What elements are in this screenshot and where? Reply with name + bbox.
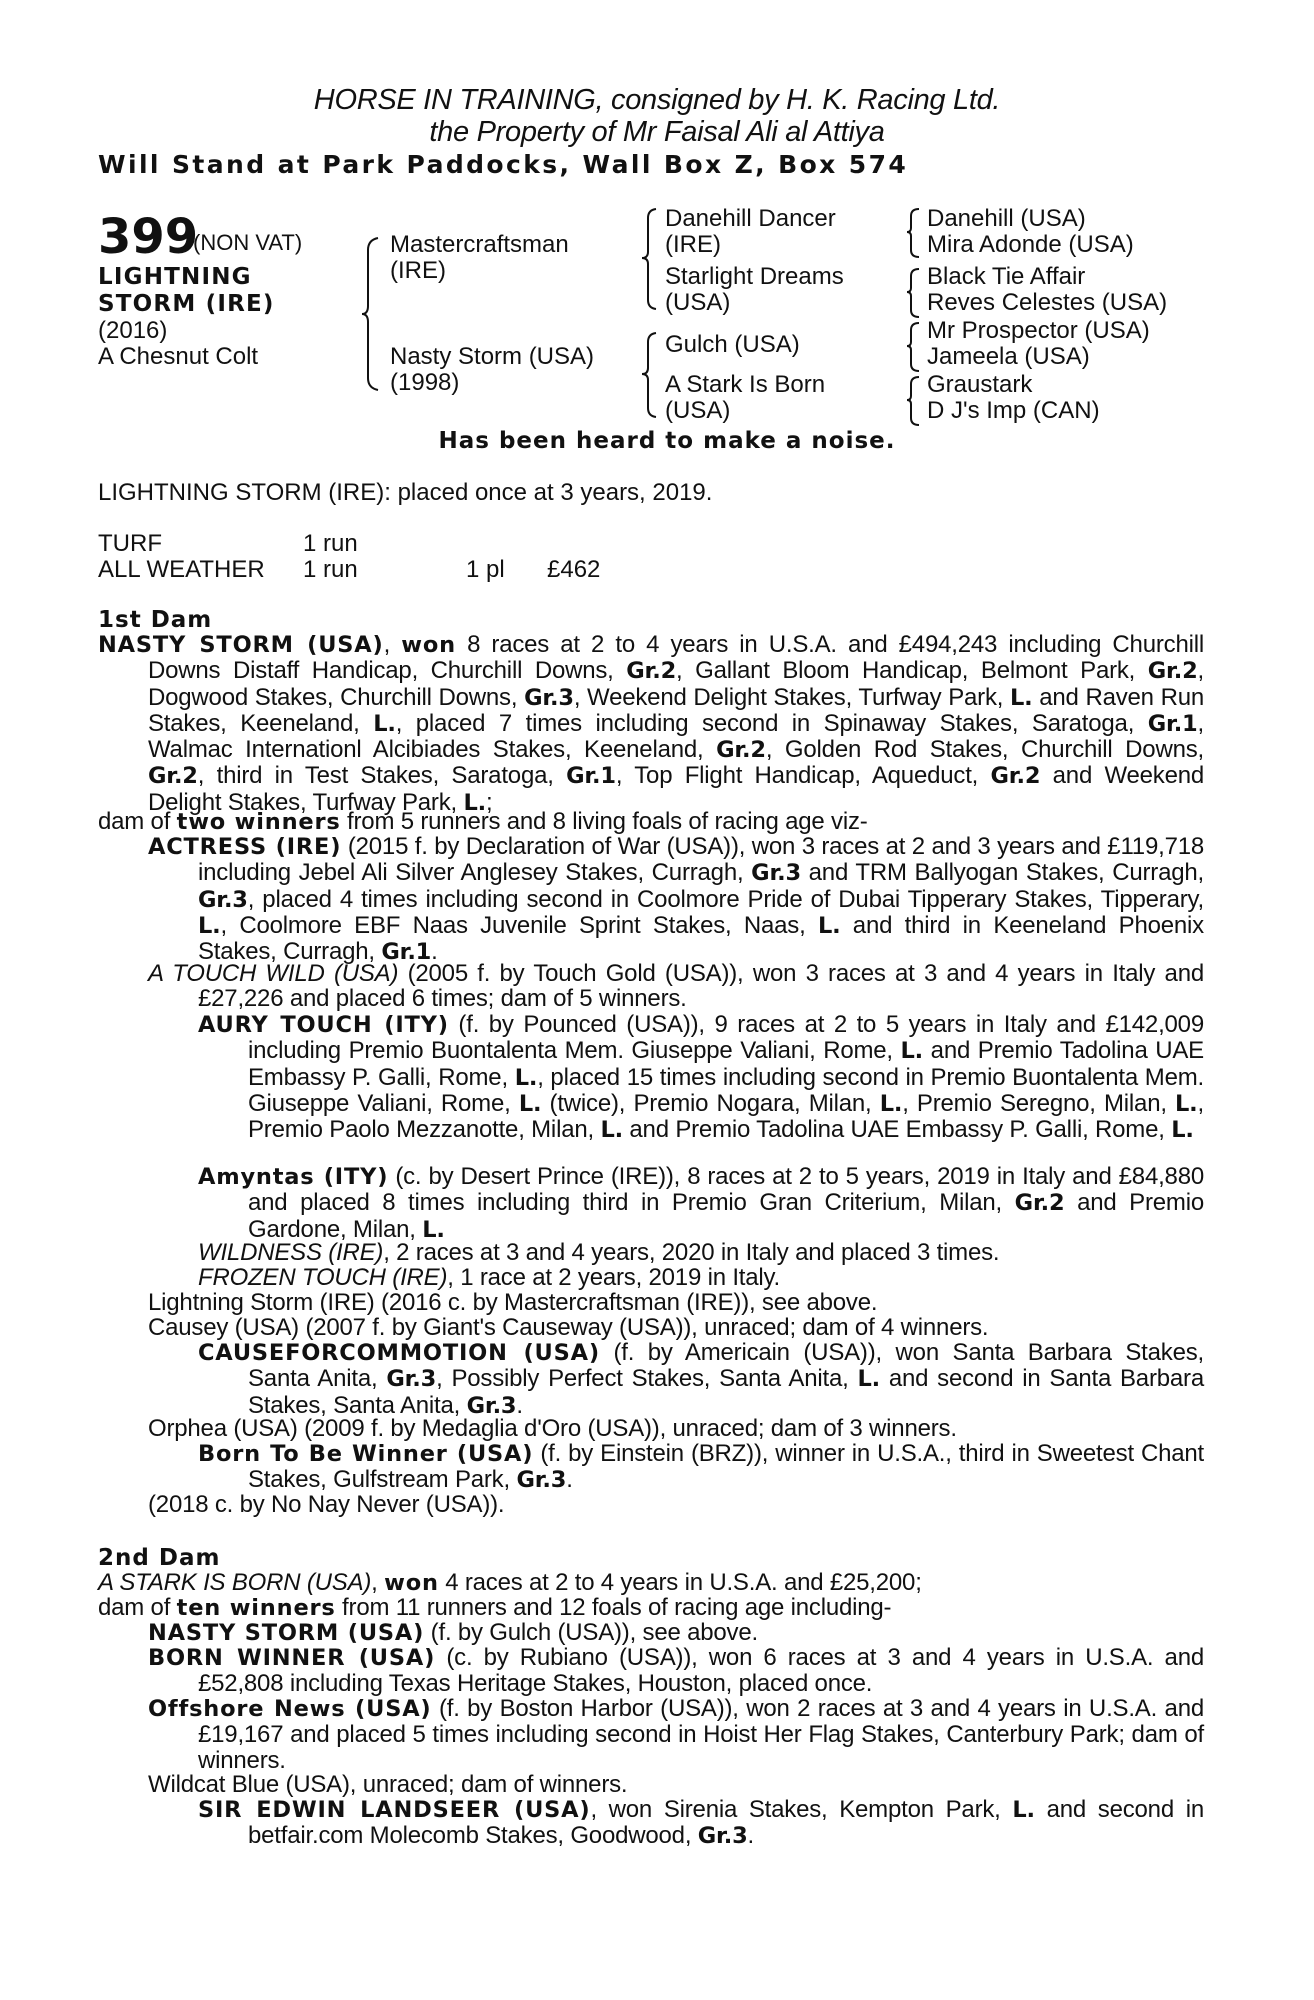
aury-t2: and Premio Tadolina UAE Embassy P. Galli, Rome, (248, 1037, 1204, 1091)
grade: Gr.1 (1147, 710, 1198, 737)
no-nay-never-line: (2018 c. by No Nay Never (USA)). (148, 1491, 505, 1518)
dam-of-post: from 5 runners and 8 living foals of racing age viz- (340, 808, 868, 835)
pedigree-sire-dam-name: Starlight Dreams (665, 263, 844, 290)
actress-t4: , Coolmore EBF Naas Juvenile Sprint Stakes, Naas, (220, 911, 818, 939)
nasty-t12: ; (485, 788, 493, 816)
born-t1: (f. by Einstein (BRZ)), winner in U.S.A., third in Sweetest Chant Stakes, Gulfstream Park, (248, 1440, 1204, 1494)
actress-t6: . (431, 938, 438, 966)
offshore-news-name: Offshore News (USA) (148, 1696, 432, 1722)
aury-t7: and Premio Tadolina UAE Embassy P. Galli, Rome, (622, 1116, 1172, 1144)
pedigree-brace-g3-2 (905, 266, 925, 320)
pedigree-dam (390, 344, 594, 396)
grade: Gr.2 (1147, 658, 1198, 685)
amyntas-text (198, 1164, 1204, 1243)
aury-touch-name: AURY TOUCH (ITY) (198, 1012, 449, 1038)
pedigree-sire-name: Mastercraftsman (390, 231, 569, 258)
aury-t6: , Premio Paolo Mezzanotte, Milan, (248, 1089, 1204, 1144)
grade: Gr.1 (381, 939, 432, 966)
header-stand: Will Stand at Park Paddocks, Wall Box Z, Box 574 (98, 150, 909, 179)
wildness-entry (198, 1240, 1204, 1265)
listed: L. (1171, 1117, 1194, 1144)
causeforcommotion-name: CAUSEFORCOMMOTION (USA) (198, 1340, 600, 1366)
actress-entry (148, 834, 1204, 965)
pedigree-g3-5: Mr Prospector (USA) (927, 317, 1150, 344)
listed: L. (514, 1064, 538, 1091)
grade: Gr.2 (626, 658, 677, 685)
nasty-t4: , Weekend Delight Stakes, Turfway Park, (573, 683, 1010, 711)
listed: L. (857, 1366, 880, 1393)
grade: Gr.3 (697, 1823, 748, 1850)
offshore-news-text (148, 1696, 1204, 1773)
nasty-t1: 8 races at 2 to 4 years in U.S.A. and £494,243 including Churchill Downs Distaff Handicap, Churchill Downs, (148, 631, 1204, 685)
frozen-name: FROZEN TOUCH (IRE) (198, 1264, 448, 1291)
second-nasty-t1: (f. by Gulch (USA)), see above. (424, 1619, 758, 1646)
aury-t5: , Premio Seregno, Milan, (902, 1089, 1176, 1117)
born-to-be-winner-entry (198, 1441, 1204, 1494)
listed: L. (1009, 684, 1033, 711)
wildness-name: WILDNESS (IRE) (198, 1239, 384, 1266)
sir-edwin-text (198, 1797, 1204, 1850)
sir-t1: , won Sirenia Stakes, Kempton Park, (590, 1796, 1013, 1823)
grade: Gr.2 (716, 737, 766, 764)
pedigree-dam-dam (665, 372, 825, 424)
horse-name-line2: STORM (IRE) (98, 291, 275, 317)
nasty-t10: , Top Flight Handicap, Aqueduct, (615, 762, 991, 790)
actress-text (148, 834, 1204, 965)
listed: L. (463, 789, 486, 816)
nasty-storm-won: won (401, 632, 456, 658)
nasty-t8: , Golden Rod Stakes, Churchill Downs, (765, 736, 1204, 764)
cause-t1: (f. by Americain (USA)), won Santa Barbara Stakes, Santa Anita, (248, 1339, 1204, 1393)
stark-is-born-name: A STARK IS BORN (USA) (98, 1569, 372, 1596)
aury-touch-text (198, 1012, 1204, 1143)
grade: Gr.3 (524, 684, 574, 711)
touch-t1: (2005 f. by Touch Gold (USA)), won 3 races at 3 and 4 years in Italy and £27,226 and placed 6 times; dam of 5 winners. (198, 960, 1204, 1013)
grade: Gr.3 (751, 860, 801, 887)
nasty-t9: , third in Test Stakes, Saratoga, (197, 762, 567, 790)
pedigree-dam-year: (1998) (390, 369, 460, 396)
record-aw-runs: 1 run (303, 556, 358, 583)
nasty-t2: , Gallant Bloom Handicap, Belmont Park, (676, 657, 1148, 685)
grade: Gr.2 (1014, 1190, 1065, 1217)
pedigree-sire-country: (IRE) (390, 257, 446, 284)
sir-edwin-name: SIR EDWIN LANDSEER (USA) (198, 1797, 591, 1823)
nasty-storm-name: NASTY STORM (USA) (98, 632, 384, 658)
cause-t2: , Possibly Perfect Stakes, Santa Anita, (436, 1365, 858, 1393)
aury-t4: (twice), Premio Nogara, Milan, (541, 1089, 880, 1117)
pedigree-g3-6: Jameela (USA) (927, 343, 1090, 370)
noise-note: Has been heard to make a noise. (438, 428, 896, 454)
born-winner-entry (148, 1645, 1204, 1697)
born-winner-text (148, 1645, 1204, 1697)
stark-is-born-line (98, 1570, 1204, 1596)
grade: Gr.3 (386, 1366, 437, 1393)
pedigree-sire-sire-name: Danehill Dancer (665, 205, 836, 232)
pedigree-g3-7: Graustark (927, 371, 1033, 398)
stark-t1: 4 races at 2 to 4 years in U.S.A. and £25,200; (438, 1569, 922, 1596)
causey-line: Causey (USA) (2007 f. by Giant's Causeway (USA)), unraced; dam of 4 winners. (148, 1314, 989, 1341)
actress-name: ACTRESS (IRE) (148, 834, 342, 860)
amyntas-name: Amyntas (ITY) (198, 1164, 389, 1190)
actress-t2: and TRM Ballyogan Stakes, Curragh, (800, 859, 1204, 887)
born-to-be-winner-name: Born To Be Winner (USA) (198, 1441, 534, 1467)
touch-wild-name: A TOUCH WILD (USA) (148, 960, 399, 987)
listed: L. (900, 1038, 924, 1065)
dam-of-winners: two winners (176, 809, 341, 835)
pedigree-sire (390, 232, 569, 284)
grade: Gr.3 (198, 886, 248, 913)
stark-comma: , (371, 1569, 385, 1596)
grade: Gr.3 (466, 1392, 517, 1419)
lot-number: 399 (98, 209, 199, 265)
second-dam-of-pre: dam of (98, 1594, 177, 1621)
born-winner-t1: (c. by Rubiano (USA)), won 6 races at 3 and 4 years in U.S.A. and £52,808 including Texas Heritage Stakes, Houston, placed once. (198, 1644, 1204, 1698)
nasty-t5: and Raven Run Stakes, Keeneland, (148, 683, 1204, 737)
stark-won: won (384, 1570, 439, 1596)
actress-t5: and third in Keeneland Phoenix Stakes, Curragh, (198, 911, 1204, 966)
pedigree-sire-dam (665, 264, 844, 316)
touch-wild-entry (148, 961, 1204, 1012)
race-summary: LIGHTNING STORM (IRE): placed once at 3 years, 2019. (98, 479, 713, 506)
grade: Gr.2 (148, 763, 198, 790)
orphea-line: Orphea (USA) (2009 f. by Medaglia d'Oro (USA)), unraced; dam of 3 winners. (148, 1415, 957, 1442)
pedigree-sire-sire-country: (IRE) (665, 231, 721, 258)
second-dam-of-post: from 11 runners and 12 foals of racing age including- (335, 1594, 892, 1621)
pedigree-sire-dam-country: (USA) (665, 289, 731, 316)
nasty-t11: and Weekend Delight Stakes, Turfway Park, (148, 762, 1205, 816)
actress-t1: (2015 f. by Declaration of War (USA)), won 3 races at 2 and 3 years and £119,718 including Jebel Ali Silver Anglesey Stakes, Curragh, (198, 833, 1205, 887)
aury-t3: , placed 15 times including second in Premio Buontalenta Mem. Giuseppe Valiani, Rome, (248, 1063, 1204, 1117)
listed: L. (1175, 1090, 1198, 1117)
listed: L. (1012, 1797, 1035, 1823)
sir-dot: . (747, 1822, 754, 1850)
record-aw-prize: £462 (547, 556, 601, 583)
nasty-t7: , Walmac Internationl Alcibiades Stakes, Keeneland, (148, 709, 1204, 764)
header-consignor: HORSE IN TRAINING, consigned by H. K. Racing Ltd. (313, 84, 1001, 116)
nasty-t6: , placed 7 times including second in Spinaway Stakes, Saratoga, (395, 709, 1148, 737)
pedigree-brace-g3-4 (905, 374, 925, 428)
record-turf-runs: 1 run (303, 530, 358, 557)
amyntas-t2: and Premio Gardone, Milan, (248, 1189, 1204, 1243)
pedigree-brace-sire (640, 206, 664, 312)
pedigree-brace-g3-3 (905, 320, 925, 374)
actress-t3: , placed 4 times including second in Coolmore Pride of Dubai Tipperary Stakes, Tipperary, (247, 885, 1204, 913)
sir-t2: and second in betfair.com Molecomb Stakes, Goodwood, (248, 1796, 1204, 1850)
aury-touch-entry (198, 1012, 1204, 1143)
horse-year: (2016) (98, 317, 168, 344)
grade: Gr.2 (990, 763, 1041, 790)
grade: Gr.1 (566, 763, 616, 790)
nasty-t3: , Dogwood Stakes, Churchill Downs, (148, 657, 1204, 711)
frozen-entry (198, 1265, 1204, 1290)
second-dam-of-winners: ten winners (176, 1595, 336, 1621)
listed: L. (518, 1090, 542, 1117)
offshore-news-entry (148, 1696, 1204, 1773)
dam-of-line (98, 809, 1204, 835)
listed: L. (879, 1090, 903, 1117)
pedigree-g3-2: Mira Adonde (USA) (927, 231, 1134, 258)
dam-of-pre: dam of (98, 808, 177, 835)
pedigree-dam-sire-name: Gulch (USA) (665, 331, 800, 358)
horse-name (98, 264, 338, 318)
touch-wild-text (148, 961, 1204, 1012)
grade: Gr.3 (516, 1467, 567, 1494)
second-nasty-storm-line (148, 1620, 1204, 1646)
amyntas-entry (198, 1164, 1204, 1243)
listed: L. (600, 1117, 623, 1144)
listed: L. (373, 710, 396, 737)
born-to-be-winner-text: Born To Be Winner (USA) (f. by Einstein (BRZ)), winner in U.S.A., third in Sweetest Chant Stakes, Gulfstream Park, Gr.3. (198, 1440, 1204, 1494)
pedigree-g3-4: Reves Celestes (USA) (927, 289, 1168, 316)
wildness-t1: , 2 races at 3 and 4 years, 2020 in Italy and placed 3 times. (383, 1239, 1000, 1266)
wildcat-blue-line: Wildcat Blue (USA), unraced; dam of winners. (148, 1771, 628, 1798)
amyntas-t1: (c. by Desert Prince (IRE)), 8 races at 2 to 5 years, 2019 in Italy and £84,880 and placed 8 times including third in Premio Gran Criterium, Milan, (248, 1163, 1205, 1217)
nasty-storm-text: NASTY STORM (USA), won 8 races at 2 to 4 years in U.S.A. and £494,243 including Churchill Downs Distaff Handicap, Churchill Downs, Gr.2, Gallant Bloom Handicap, Belmont Park, Gr.2, Dogwood Stakes, Churchill Downs, Gr.3, Weekend Delight Stakes, Turfway Park, L. and Raven Run Stakes, Keeneland, L., placed 7 times including second in Spinaway Stakes, Saratoga, Gr.1, Walmac Internationl Alcibiades Stakes, Keeneland, Gr.2, Golden Rod Stakes, Churchill Downs, Gr.2, third in Test Stakes, Saratoga, Gr.1, Top Flight Handicap, Aqueduct, Gr.2 and Weekend Delight Stakes, Turfway Park, L.; (98, 631, 1205, 816)
pedigree-dam-sire (665, 332, 800, 358)
offshore-t1: (f. by Boston Harbor (USA)), won 2 races at 3 and 4 years in U.S.A. and £19,167 and placed 5 times including second in Hoist Her Flag Stakes, Canterbury Park; dam of winners. (198, 1695, 1204, 1774)
record-turf-label: TURF (98, 530, 162, 557)
pedigree-sire-sire (665, 206, 836, 258)
pedigree-brace-gen1 (360, 234, 390, 394)
born-winner-name: BORN WINNER (USA) (148, 1645, 436, 1671)
pedigree-dam-name: Nasty Storm (USA) (390, 343, 595, 370)
pedigree-brace-g3-1 (905, 206, 925, 260)
aury-t1: (f. by Pounced (USA)), 9 races at 2 to 5 years in Italy and £142,009 including Premio Buontalenta Mem. Giuseppe Valiani, Rome, (248, 1011, 1204, 1065)
causeforcommotion-entry (198, 1340, 1204, 1419)
listed: L. (422, 1216, 445, 1243)
lightning-line: Lightning Storm (IRE) (2016 c. by Mastercraftsman (IRE)), see above. (148, 1289, 878, 1316)
horse-description: A Chesnut Colt (98, 343, 259, 370)
pedigree-dam-dam-name: A Stark Is Born (665, 371, 826, 398)
listed: L. (817, 912, 841, 939)
frozen-t1: , 1 race at 2 years, 2019 in Italy. (447, 1264, 781, 1291)
cause-t3: and second in Santa Barbara Stakes, Santa Anita, (248, 1365, 1204, 1419)
second-dam-of-line (98, 1595, 1204, 1621)
pedigree-dam-dam-country: (USA) (665, 397, 731, 424)
record-aw-label: ALL WEATHER (98, 556, 265, 583)
lot-vat: (NON VAT) (193, 230, 303, 255)
first-dam-title: 1st Dam (98, 607, 213, 633)
record-aw-places: 1 pl (466, 556, 505, 583)
causeforcommotion-text: CAUSEFORCOMMOTION (USA) (f. by Americain (USA)), won Santa Barbara Stakes, Santa Anita, Gr.3, Possibly Perfect Stakes, Santa Anita, L. and second in Santa Barbara Stakes, Santa Anita, Gr.3. (198, 1339, 1204, 1419)
listed: L. (198, 912, 221, 939)
pedigree-g3-8: D J's Imp (CAN) (927, 397, 1100, 424)
sir-edwin-entry (198, 1797, 1204, 1850)
header-property: the Property of Mr Faisal Ali al Attiya (429, 116, 885, 148)
pedigree-brace-dam (640, 330, 664, 420)
nasty-storm-entry (98, 632, 1204, 816)
second-nasty-storm-name: NASTY STORM (USA) (148, 1620, 425, 1646)
horse-name-line1: LIGHTNING (98, 264, 252, 290)
pedigree-g3-3: Black Tie Affair (927, 263, 1086, 290)
pedigree-g3-1: Danehill (USA) (927, 205, 1086, 232)
second-dam-title: 2nd Dam (98, 1545, 221, 1571)
